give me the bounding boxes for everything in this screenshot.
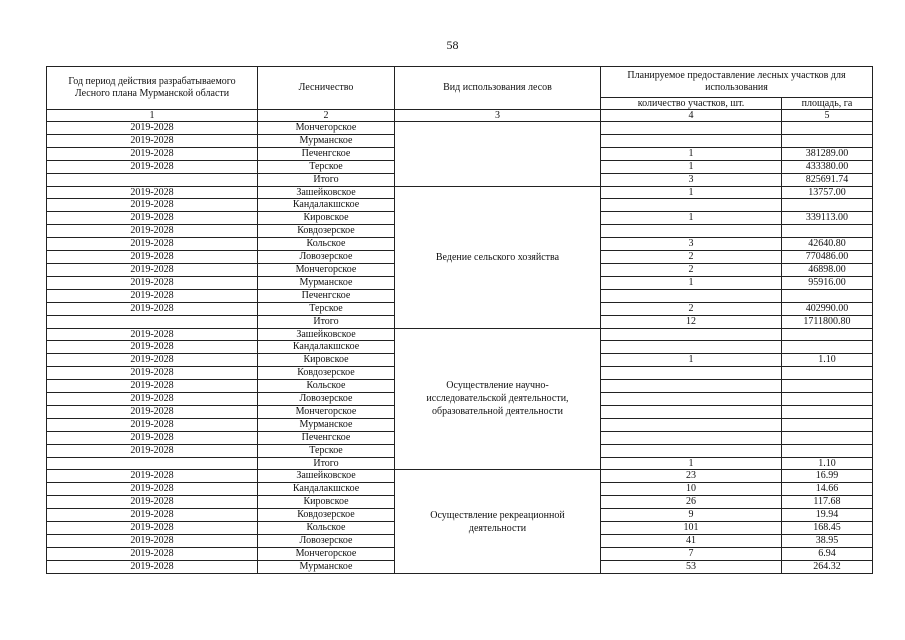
cell-period: 2019-2028: [47, 380, 258, 393]
cell-count: [601, 122, 782, 135]
cell-forestry: Мончегорское: [258, 122, 395, 135]
cell-period: 2019-2028: [47, 238, 258, 251]
cell-area: 19.94: [782, 509, 873, 522]
cell-forestry: Мурманское: [258, 560, 395, 573]
cell-area: 433380.00: [782, 160, 873, 173]
cell-forestry: Ковдозерское: [258, 225, 395, 238]
cell-count: 1: [601, 276, 782, 289]
cell-forestry: Кольское: [258, 238, 395, 251]
header-col-5: 5: [782, 110, 873, 122]
cell-forestry: Терское: [258, 302, 395, 315]
cell-period: 2019-2028: [47, 212, 258, 225]
cell-forestry: Печенгское: [258, 147, 395, 160]
header-planned: Планируемое предоставление лесных участков для использования: [601, 67, 873, 98]
cell-area: [782, 380, 873, 393]
cell-area: [782, 405, 873, 418]
cell-area: [782, 418, 873, 431]
cell-area: [782, 367, 873, 380]
cell-forestry: Терское: [258, 160, 395, 173]
cell-count: 3: [601, 238, 782, 251]
cell-forestry: Зашейковское: [258, 186, 395, 199]
cell-period: 2019-2028: [47, 263, 258, 276]
cell-use-type: Ведение сельского хозяйства: [395, 186, 601, 328]
cell-forestry: Итого: [258, 457, 395, 470]
cell-count: 7: [601, 547, 782, 560]
cell-area: [782, 134, 873, 147]
cell-count: [601, 393, 782, 406]
cell-count: [601, 199, 782, 212]
cell-area: 381289.00: [782, 147, 873, 160]
cell-forestry: Зашейковское: [258, 328, 395, 341]
cell-count: [601, 328, 782, 341]
cell-forestry: Печенгское: [258, 431, 395, 444]
cell-forestry: Кольское: [258, 522, 395, 535]
cell-count: 9: [601, 509, 782, 522]
cell-area: [782, 289, 873, 302]
cell-period: 2019-2028: [47, 522, 258, 535]
cell-count: [601, 380, 782, 393]
cell-count: 2: [601, 263, 782, 276]
cell-period: 2019-2028: [47, 393, 258, 406]
cell-forestry: Ловозерское: [258, 251, 395, 264]
cell-forestry: Терское: [258, 444, 395, 457]
header-forestry: Лесничество: [258, 67, 395, 110]
cell-period: [47, 173, 258, 186]
cell-forestry: Кировское: [258, 496, 395, 509]
cell-forestry: Зашейковское: [258, 470, 395, 483]
cell-count: 23: [601, 470, 782, 483]
cell-count: 1: [601, 160, 782, 173]
cell-forestry: Ковдозерское: [258, 509, 395, 522]
cell-area: [782, 199, 873, 212]
cell-area: 1711800.80: [782, 315, 873, 328]
header-col-2: 2: [258, 110, 395, 122]
cell-count: [601, 341, 782, 354]
cell-count: 101: [601, 522, 782, 535]
cell-period: 2019-2028: [47, 535, 258, 548]
cell-forestry: Ковдозерское: [258, 367, 395, 380]
cell-count: [601, 418, 782, 431]
cell-area: [782, 341, 873, 354]
header-period: Год период действия разрабатываемого Лесного плана Мурманской области: [47, 67, 258, 110]
cell-count: [601, 134, 782, 147]
cell-use-type: [395, 122, 601, 187]
cell-forestry: Мончегорское: [258, 547, 395, 560]
cell-period: 2019-2028: [47, 483, 258, 496]
cell-forestry: Ловозерское: [258, 535, 395, 548]
cell-count: 1: [601, 186, 782, 199]
cell-area: [782, 431, 873, 444]
cell-area: 14.66: [782, 483, 873, 496]
cell-period: 2019-2028: [47, 147, 258, 160]
cell-forestry: Итого: [258, 173, 395, 186]
cell-forestry: Кандалакшское: [258, 199, 395, 212]
header-count: количество участков, шт.: [601, 98, 782, 110]
table-row: [47, 328, 873, 341]
cell-area: [782, 225, 873, 238]
cell-period: 2019-2028: [47, 328, 258, 341]
cell-count: 53: [601, 560, 782, 573]
cell-period: 2019-2028: [47, 186, 258, 199]
header-col-3: 3: [395, 110, 601, 122]
cell-area: 1.10: [782, 354, 873, 367]
cell-forestry: Мончегорское: [258, 263, 395, 276]
cell-area: 13757.00: [782, 186, 873, 199]
cell-period: 2019-2028: [47, 367, 258, 380]
cell-count: [601, 289, 782, 302]
cell-count: 10: [601, 483, 782, 496]
cell-count: 26: [601, 496, 782, 509]
header-col-4: 4: [601, 110, 782, 122]
cell-area: [782, 328, 873, 341]
cell-area: 1.10: [782, 457, 873, 470]
cell-count: 1: [601, 354, 782, 367]
forest-use-table: [46, 66, 873, 574]
cell-period: 2019-2028: [47, 509, 258, 522]
cell-count: [601, 405, 782, 418]
cell-period: 2019-2028: [47, 302, 258, 315]
cell-use-type: Осуществление рекреационной деятельности: [395, 470, 601, 573]
cell-count: 1: [601, 457, 782, 470]
cell-forestry: Ловозерское: [258, 393, 395, 406]
cell-area: 95916.00: [782, 276, 873, 289]
cell-use-type: Осуществление научно-исследовательской деятельности, образовательной деятельности: [395, 328, 601, 470]
cell-forestry: Кандалакшское: [258, 341, 395, 354]
table-row: [47, 470, 873, 483]
cell-area: 46898.00: [782, 263, 873, 276]
cell-forestry: Мурманское: [258, 418, 395, 431]
cell-forestry: Мурманское: [258, 134, 395, 147]
header-use-type: Вид использования лесов: [395, 67, 601, 110]
cell-area: 402990.00: [782, 302, 873, 315]
cell-period: [47, 457, 258, 470]
cell-period: 2019-2028: [47, 418, 258, 431]
cell-forestry: Итого: [258, 315, 395, 328]
cell-forestry: Мончегорское: [258, 405, 395, 418]
cell-count: 2: [601, 302, 782, 315]
cell-count: [601, 367, 782, 380]
cell-period: 2019-2028: [47, 560, 258, 573]
cell-count: [601, 225, 782, 238]
cell-area: 339113.00: [782, 212, 873, 225]
cell-count: 41: [601, 535, 782, 548]
cell-area: 42640.80: [782, 238, 873, 251]
cell-period: 2019-2028: [47, 444, 258, 457]
cell-period: 2019-2028: [47, 251, 258, 264]
cell-period: 2019-2028: [47, 341, 258, 354]
cell-count: 1: [601, 212, 782, 225]
cell-period: 2019-2028: [47, 122, 258, 135]
cell-period: 2019-2028: [47, 276, 258, 289]
cell-area: 16.99: [782, 470, 873, 483]
cell-period: 2019-2028: [47, 134, 258, 147]
cell-period: [47, 315, 258, 328]
cell-area: [782, 122, 873, 135]
cell-count: 12: [601, 315, 782, 328]
cell-count: [601, 444, 782, 457]
cell-area: 168.45: [782, 522, 873, 535]
cell-forestry: Кировское: [258, 212, 395, 225]
cell-count: [601, 431, 782, 444]
page-number: 58: [446, 38, 459, 52]
cell-count: 1: [601, 147, 782, 160]
cell-area: [782, 393, 873, 406]
table-row: [47, 186, 873, 199]
cell-period: 2019-2028: [47, 199, 258, 212]
cell-area: 770486.00: [782, 251, 873, 264]
header-area: площадь, га: [782, 98, 873, 110]
cell-area: 264.32: [782, 560, 873, 573]
cell-forestry: Печенгское: [258, 289, 395, 302]
header-col-1: 1: [47, 110, 258, 122]
cell-count: 3: [601, 173, 782, 186]
cell-forestry: Кировское: [258, 354, 395, 367]
cell-period: 2019-2028: [47, 354, 258, 367]
cell-period: 2019-2028: [47, 496, 258, 509]
cell-area: 38.95: [782, 535, 873, 548]
cell-area: [782, 444, 873, 457]
cell-forestry: Мурманское: [258, 276, 395, 289]
table-row: [47, 122, 873, 135]
cell-forestry: Кандалакшское: [258, 483, 395, 496]
cell-period: 2019-2028: [47, 160, 258, 173]
cell-area: 825691.74: [782, 173, 873, 186]
cell-period: 2019-2028: [47, 470, 258, 483]
table-header: [47, 67, 873, 122]
table-body: [47, 122, 873, 574]
cell-period: 2019-2028: [47, 405, 258, 418]
cell-period: 2019-2028: [47, 547, 258, 560]
cell-period: 2019-2028: [47, 431, 258, 444]
cell-forestry: Кольское: [258, 380, 395, 393]
cell-period: 2019-2028: [47, 225, 258, 238]
cell-area: 117.68: [782, 496, 873, 509]
cell-period: 2019-2028: [47, 289, 258, 302]
cell-count: 2: [601, 251, 782, 264]
cell-area: 6.94: [782, 547, 873, 560]
